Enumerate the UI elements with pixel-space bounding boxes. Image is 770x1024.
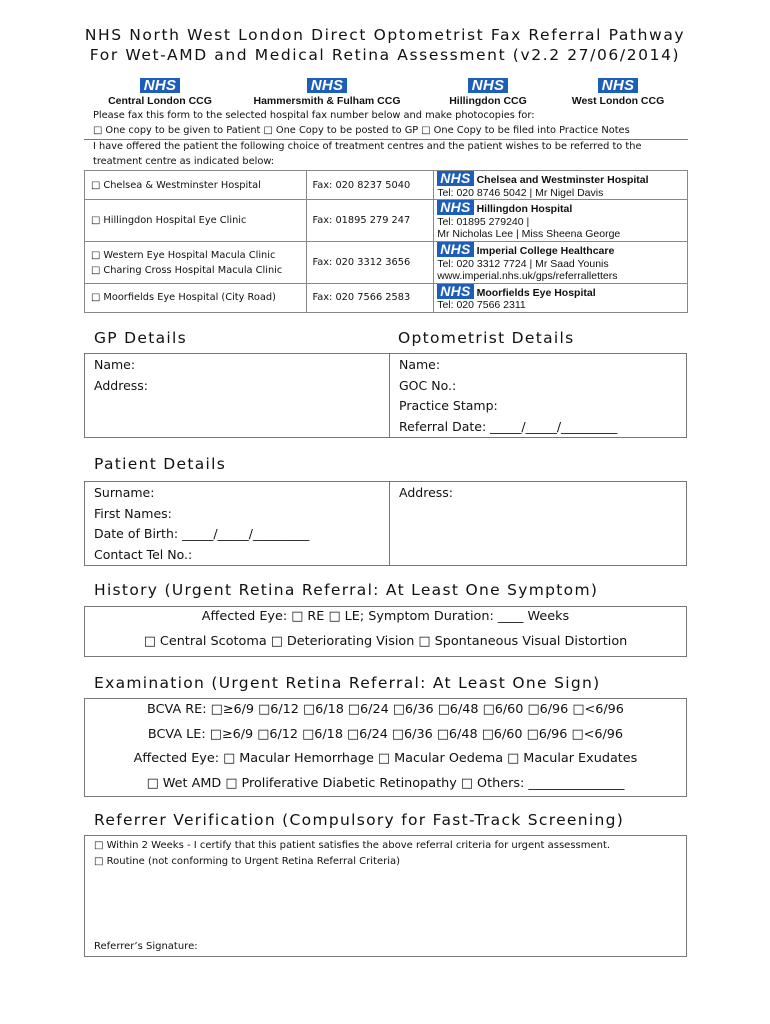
hospital-row bbox=[85, 242, 688, 284]
ccg-name: West London CCG bbox=[571, 95, 665, 107]
hospital-option[interactable]: □ Western Eye Hospital Macula Clinic bbox=[91, 249, 276, 261]
ccg-name: Hammersmith & Fulham CCG bbox=[253, 95, 401, 107]
nhs-logo: NHS bbox=[307, 78, 348, 93]
hospital-contact-line: Tel: 020 3312 7724 | Mr Saad Younis bbox=[437, 257, 609, 270]
patient-address-field[interactable]: Address: bbox=[399, 485, 453, 500]
hospital-fax: Fax: 020 3312 3656 bbox=[306, 242, 434, 284]
referrer-signature-field[interactable]: Referrer’s Signature: bbox=[94, 941, 198, 952]
surname-field[interactable]: Surname: bbox=[94, 485, 155, 500]
symptom-options-line[interactable]: □ Central Scotoma □ Deteriorating Vision □ Spontaneous Visual Distortion bbox=[143, 634, 628, 649]
instruction-choice-1: I have offered the patient the following choice of treatment centres and the patient wishes to be referred to the bbox=[93, 141, 642, 152]
ccg-name: Hillingdon CCG bbox=[449, 95, 527, 107]
instruction-fax: Please fax this form to the selected hospital fax number below and make photocopies for: bbox=[93, 110, 535, 121]
hospital-contact-line: Tel: 01895 279240 | bbox=[437, 215, 530, 228]
patient-details-heading: Patient Details bbox=[94, 455, 227, 473]
history-box bbox=[84, 606, 687, 657]
first-names-field[interactable]: First Names: bbox=[94, 505, 172, 521]
examination-heading: Examination (Urgent Retina Referral: At Least One Sign) bbox=[94, 674, 601, 692]
within-2-weeks-option[interactable]: □ Within 2 Weeks - I certify that this patient satisfies the above referral criteria for urgent assessment. bbox=[94, 840, 611, 851]
hospital-contact-line: Mr Nicholas Lee | Miss Sheena George bbox=[437, 228, 621, 241]
bcva-re-line[interactable]: BCVA RE: □≥6/9 □6/12 □6/18 □6/24 □6/36 □6/48 □6/60 □6/96 □<6/96 bbox=[147, 702, 624, 717]
title-line-2: For Wet-AMD and Medical Retina Assessment (v2.2 27/06/2014) bbox=[89, 46, 681, 64]
hospital-contact-line: Tel: 020 7566 2311 bbox=[437, 299, 526, 312]
hospital-table bbox=[84, 170, 688, 313]
referrer-box bbox=[84, 835, 687, 957]
ccg-hammersmith-fulham bbox=[247, 75, 407, 107]
nhs-logo: NHS bbox=[437, 242, 473, 257]
routine-option[interactable]: □ Routine (not conforming to Urgent Retina Referral Criteria) bbox=[94, 856, 401, 867]
instruction-copies: □ One copy to be given to Patient □ One Copy to be posted to GP □ One Copy to be filed into Practice Notes bbox=[93, 125, 630, 136]
hospital-contact bbox=[434, 242, 688, 284]
divider bbox=[389, 482, 390, 565]
hospital-name: Imperial College Healthcare bbox=[476, 245, 615, 258]
nhs-logo: NHS bbox=[140, 78, 181, 93]
hospital-website[interactable]: www.imperial.nhs.uk/gps/referralletters bbox=[437, 270, 618, 283]
referrer-heading: Referrer Verification (Compulsory for Fast-Track Screening) bbox=[94, 811, 625, 829]
hospital-row bbox=[85, 284, 688, 313]
hospital-fax: Fax: 020 7566 2583 bbox=[306, 284, 434, 313]
nhs-logo: NHS bbox=[468, 78, 509, 93]
gp-details-heading: GP Details bbox=[94, 329, 188, 347]
hospital-option[interactable]: □ Charing Cross Hospital Macula Clinic bbox=[91, 264, 283, 276]
contact-tel-field[interactable]: Contact Tel No.: bbox=[94, 546, 193, 562]
hospital-option[interactable]: □ Moorfields Eye Hospital (City Road) bbox=[85, 284, 307, 313]
divider bbox=[84, 139, 688, 140]
optometrist-name-field[interactable]: Name: bbox=[399, 357, 441, 372]
affected-eye-signs-line[interactable]: Affected Eye: □ Macular Hemorrhage □ Macular Oedema □ Macular Exudates bbox=[133, 751, 638, 766]
nhs-logo: NHS bbox=[437, 284, 473, 299]
date-of-birth-field[interactable]: Date of Birth: _____/_____/_________ bbox=[94, 526, 310, 541]
hospital-row bbox=[85, 171, 688, 200]
hospital-option[interactable]: □ Chelsea & Westminster Hospital bbox=[85, 171, 307, 200]
diagnosis-line[interactable]: □ Wet AMD □ Proliferative Diabetic Retinopathy □ Others: _______________ bbox=[146, 776, 625, 791]
gp-fields bbox=[94, 355, 148, 396]
ccg-west-london bbox=[538, 75, 698, 107]
bcva-le-line[interactable]: BCVA LE: □≥6/9 □6/12 □6/18 □6/24 □6/36 □6/48 □6/60 □6/96 □<6/96 bbox=[147, 727, 624, 742]
hospital-name: Chelsea and Westminster Hospital bbox=[476, 174, 649, 187]
nhs-logo: NHS bbox=[437, 171, 473, 186]
hospital-row bbox=[85, 200, 688, 242]
symptom-eye-line[interactable]: Affected Eye: □ RE □ LE; Symptom Duration: ____ Weeks bbox=[201, 609, 570, 624]
hospital-contact bbox=[434, 171, 688, 200]
hospital-option[interactable]: □ Hillingdon Hospital Eye Clinic bbox=[85, 200, 307, 242]
hospital-name: Hillingdon Hospital bbox=[476, 203, 573, 216]
optometrist-fields bbox=[399, 355, 617, 437]
patient-fields bbox=[94, 483, 309, 565]
instruction-choice-2: treatment centre as indicated below: bbox=[93, 156, 275, 167]
gp-address-field[interactable]: Address: bbox=[94, 377, 148, 393]
nhs-logo: NHS bbox=[598, 78, 639, 93]
practice-stamp-field[interactable]: Practice Stamp: bbox=[399, 398, 498, 413]
hospital-contact bbox=[434, 200, 688, 242]
goc-number-field[interactable]: GOC No.: bbox=[399, 377, 457, 393]
gp-name-field[interactable]: Name: bbox=[94, 357, 136, 372]
gp-optometrist-box bbox=[84, 353, 687, 438]
referral-date-field[interactable]: Referral Date: _____/_____/_________ bbox=[399, 418, 618, 434]
hospital-name: Moorfields Eye Hospital bbox=[476, 287, 596, 299]
hospital-fax: Fax: 020 8237 5040 bbox=[306, 171, 434, 200]
hospital-options-cell bbox=[85, 242, 307, 284]
title-line-1: NHS North West London Direct Optometrist Fax Referral Pathway bbox=[84, 26, 686, 44]
history-heading: History (Urgent Retina Referral: At Least One Symptom) bbox=[94, 581, 599, 599]
hospital-contact-line: Tel: 020 8746 5042 | Mr Nigel Davis bbox=[437, 186, 604, 199]
optometrist-details-heading: Optometrist Details bbox=[398, 329, 575, 347]
hospital-fax: Fax: 01895 279 247 bbox=[306, 200, 434, 242]
patient-box bbox=[84, 481, 687, 566]
examination-box bbox=[84, 698, 687, 797]
hospital-contact bbox=[434, 284, 688, 313]
divider bbox=[389, 354, 390, 437]
ccg-central-london bbox=[80, 75, 240, 107]
ccg-name: Central London CCG bbox=[108, 95, 212, 107]
nhs-logo: NHS bbox=[437, 200, 473, 215]
